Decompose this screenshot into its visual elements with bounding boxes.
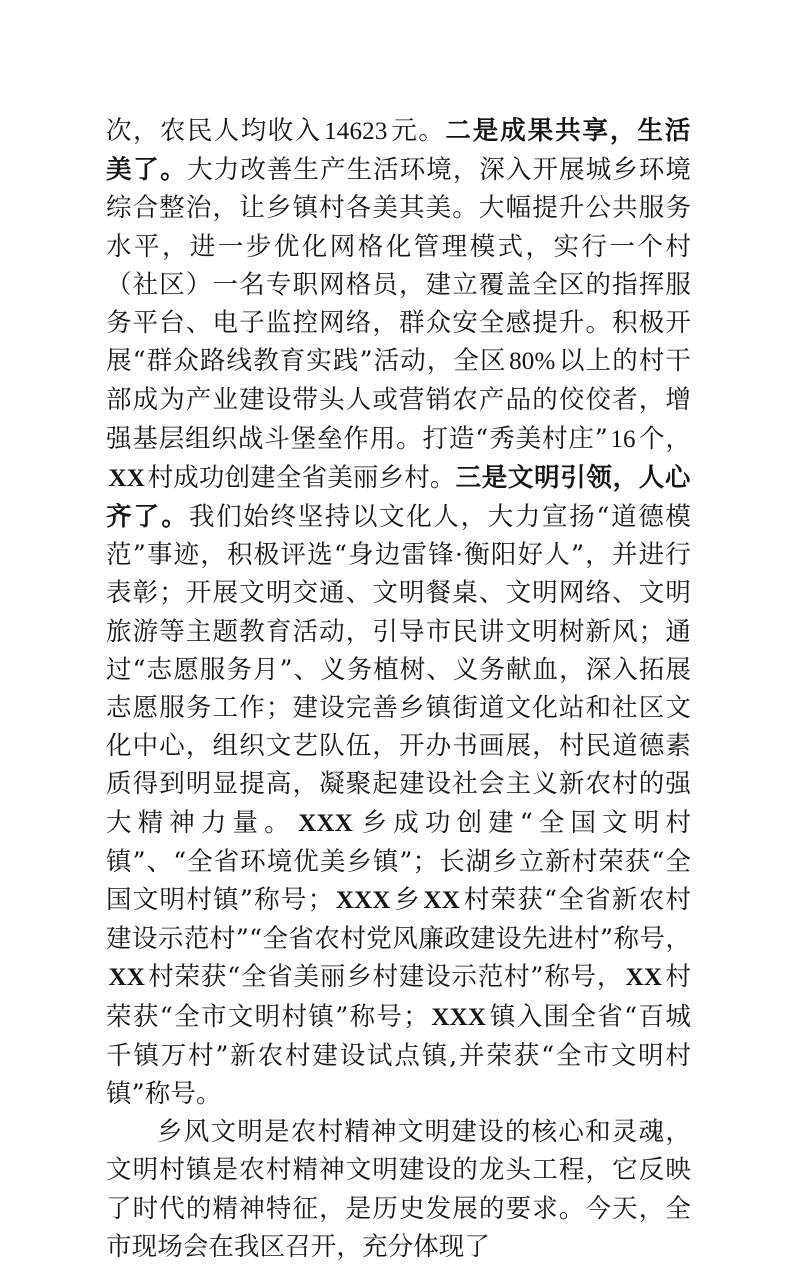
bold-heading-run: 二是成果共享，生活美了。: [106, 116, 691, 186]
latin-run: 16: [610, 425, 636, 453]
text-run: 镇入围全省“百城千镇万村”新农村建设试点镇,并荣获“全市文明村镇”称号。: [106, 1001, 691, 1110]
latin-bold-run: XXX: [431, 1003, 487, 1031]
document-text-column: [106, 112, 691, 1266]
text-run: 村成功创建全省美丽乡村。: [147, 462, 456, 493]
latin-bold-run: XX: [423, 887, 461, 915]
latin-bold-run: XX: [108, 464, 146, 492]
text-run: 个，: [638, 423, 692, 454]
text-run: 村荣获“全市文明村镇”称号；: [106, 962, 691, 1032]
bold-heading-run: 三是文明引领，人心齐了。: [106, 462, 692, 533]
text-run: 以上的村干部成为产业建设带头人或营销农产品的佼佼者，增强基层组织战斗堡垒作用。打造“秀美村庄”: [106, 346, 691, 454]
text-run: 次，农民人均收入: [106, 116, 322, 146]
text-run: 大力改善生产生活环境，深入开展城乡环境综合整治，让乡镇村各美其美。大幅提升公共服务水平，进一步优化网格化管理模式，实行一个村（社区）一名专职网格员，建立覆盖全区的指挥服务平台、电子监控网络，群众安全感提升。积极开展“群众路线教育实践”活动，全区: [106, 155, 691, 377]
latin-run: 14623: [324, 118, 388, 145]
text-run: 村荣获“全省美丽乡村建设示范村”称号，: [147, 962, 624, 993]
text-run: 乡风文明是农村精神文明建设的核心和灵魂，文明村镇是农村精神文明建设的龙头工程，它反映了时代的精神特征，是历史发展的要求。今天，全市现场会在我区召开，充分体现了: [106, 1117, 691, 1262]
latin-run: 80%: [509, 348, 556, 376]
latin-bold-run: XXX: [298, 809, 354, 837]
latin-bold-run: XX: [625, 964, 663, 992]
text-run: 乡: [393, 885, 422, 916]
paragraph: [106, 1113, 691, 1266]
paragraph: [106, 112, 691, 1113]
latin-bold-run: XX: [108, 964, 146, 992]
latin-bold-run: XXX: [335, 887, 391, 915]
text-run: 村荣获“全省新农村建设示范村”“全省农村党风廉政建设先进村”称号，: [106, 885, 692, 955]
text-run: 我们始终坚持以文化人，大力宣扬“道德模范”事迹，积极评选“身边雷锋·衡阳好人”，并进行表彰；开展文明交通、文明餐桌、文明网络、文明旅游等主题教育活动，引导市民讲文明树新风；通过“志愿服务月”、义务植树、义务献血，深入拓展志愿服务工作；建设完善乡镇街道文化站和社区文化中心，组织文艺队伍，开办书画展，村民道德素质得到明显提高，凝聚起建设社会主义新农村的强大精神力量。: [106, 502, 691, 838]
text-run: 乡成功创建“全国文明村镇”、“全省环境优美乡镇”；长湖乡立新村荣获“全国文明村镇”称号；: [106, 807, 691, 916]
text-run: 元。: [390, 116, 446, 146]
